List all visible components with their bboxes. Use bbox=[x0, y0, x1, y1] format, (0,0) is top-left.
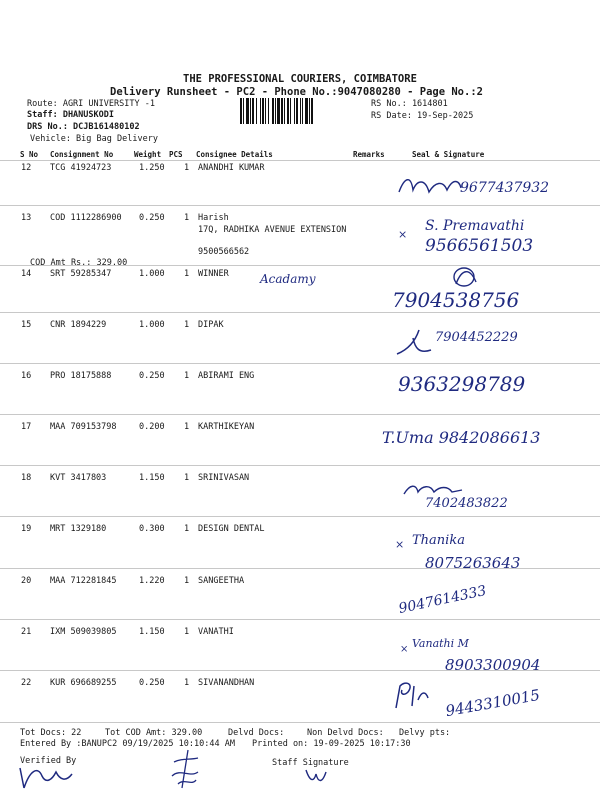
handwritten-note: 7904452229 bbox=[435, 330, 518, 345]
row-sno: 14 bbox=[21, 269, 32, 279]
verifier-signature bbox=[16, 760, 76, 792]
row-sno: 17 bbox=[21, 422, 32, 432]
consignment-no: IXM 509039805 bbox=[50, 627, 117, 637]
pcs: 1 bbox=[184, 213, 190, 223]
consignment-no: MRT 1329180 bbox=[50, 524, 107, 534]
weight: 1.220 bbox=[139, 576, 165, 586]
handwritten-note: 9677437932 bbox=[460, 180, 550, 196]
row-divider bbox=[0, 363, 600, 364]
col-details: Consignee Details bbox=[196, 150, 273, 159]
weight: 0.300 bbox=[139, 524, 165, 534]
total-docs: Tot Docs: 22 bbox=[20, 728, 82, 738]
row-sno: 20 bbox=[21, 576, 32, 586]
consignment-no: SRT 59285347 bbox=[50, 269, 112, 279]
col-seal: Seal & Signature bbox=[412, 150, 485, 159]
weight: 0.250 bbox=[139, 213, 165, 223]
barcode bbox=[240, 98, 368, 124]
row-sno: 13 bbox=[21, 213, 32, 223]
weight: 0.250 bbox=[139, 678, 165, 688]
pcs: 1 bbox=[184, 371, 190, 381]
row-sno: 21 bbox=[21, 627, 32, 637]
pcs: 1 bbox=[184, 473, 190, 483]
row-sno: 12 bbox=[21, 163, 32, 173]
consignee-name: WINNER bbox=[198, 269, 229, 279]
col-weight: Weight bbox=[134, 150, 162, 159]
weight: 1.000 bbox=[139, 320, 165, 330]
handwritten-note: 9443310015 bbox=[444, 685, 542, 721]
weight: 1.150 bbox=[139, 627, 165, 637]
verified-by-label: Verified By bbox=[20, 756, 77, 766]
row-sno: 15 bbox=[21, 320, 32, 330]
weight: 1.150 bbox=[139, 473, 165, 483]
pcs: 1 bbox=[184, 524, 190, 534]
runsheet-title: Delivery Runsheet - PC2 - Phone No.:9047080280 - Page No.:2 bbox=[110, 86, 483, 98]
consignment-no: TCG 41924723 bbox=[50, 163, 112, 173]
tick-mark: × bbox=[398, 228, 408, 241]
route: Route: AGRI UNIVERSITY -1 bbox=[27, 99, 155, 109]
consignee-phone: 9500566562 bbox=[198, 247, 250, 257]
consignee-name: SIVANANDHAN bbox=[198, 678, 255, 688]
staff-signature-label: Staff Signature bbox=[272, 758, 349, 768]
handwritten-note: 9047614333 bbox=[397, 582, 488, 618]
row-divider bbox=[0, 465, 600, 466]
consignee-name: ABIRAMI ENG bbox=[198, 371, 255, 381]
consignee-name: SANGEETHA bbox=[198, 576, 245, 586]
consignee-name: VANATHI bbox=[198, 627, 234, 637]
non-delivered-docs: Non Delvd Docs: bbox=[307, 728, 384, 738]
handwritten-note: Thanika bbox=[412, 533, 465, 548]
row-divider bbox=[0, 516, 600, 517]
consignee-name: KARTHIKEYAN bbox=[198, 422, 255, 432]
handwritten-note: 9363298789 bbox=[398, 372, 526, 396]
signature-scribble bbox=[395, 328, 435, 358]
row-sno: 16 bbox=[21, 371, 32, 381]
rs-number: RS No.: 1614801 bbox=[371, 99, 448, 109]
handwritten-note: 7402483822 bbox=[425, 496, 508, 511]
pcs: 1 bbox=[184, 678, 190, 688]
staff-signature bbox=[304, 766, 330, 786]
handwritten-note: S. Premavathi bbox=[425, 218, 525, 234]
consignment-no: CNR 1894229 bbox=[50, 320, 107, 330]
consignee-address: 17Q, RADHIKA AVENUE EXTENSION bbox=[198, 225, 347, 235]
vehicle: Vehicle: Big Bag Delivery bbox=[30, 134, 158, 144]
pcs: 1 bbox=[184, 576, 190, 586]
total-cod-amount: Tot COD Amt: 329.00 bbox=[105, 728, 203, 738]
row-divider bbox=[0, 312, 600, 313]
entered-by: Entered By :BANUPC2 09/19/2025 10:10:44 AM bbox=[20, 739, 235, 749]
tick-mark: × bbox=[400, 644, 409, 655]
staff: Staff: DHANUSKODI bbox=[27, 110, 114, 120]
weight: 0.200 bbox=[139, 422, 165, 432]
pcs: 1 bbox=[184, 320, 190, 330]
col-pcs: PCS bbox=[169, 150, 183, 159]
drs-number: DRS No.: DCJB161480102 bbox=[27, 122, 140, 132]
cod-amount: COD Amt Rs.: 329.00 bbox=[30, 258, 128, 268]
handwritten-note: 8903300904 bbox=[445, 656, 541, 674]
row-divider bbox=[0, 619, 600, 620]
consignment-no: MAA 709153798 bbox=[50, 422, 117, 432]
weight: 1.250 bbox=[139, 163, 165, 173]
pcs: 1 bbox=[184, 627, 190, 637]
handwritten-note: 9566561503 bbox=[425, 236, 534, 256]
weight: 0.250 bbox=[139, 371, 165, 381]
header-divider bbox=[0, 160, 600, 161]
signature-scribble bbox=[392, 678, 432, 712]
pcs: 1 bbox=[184, 269, 190, 279]
signature-scribble bbox=[395, 172, 465, 202]
handwritten-note: 8075263643 bbox=[425, 554, 521, 572]
col-sno: S No bbox=[20, 150, 39, 159]
row-sno: 19 bbox=[21, 524, 32, 534]
barcode-bar bbox=[313, 98, 314, 124]
tick-mark: × bbox=[395, 538, 405, 551]
consignment-no: KUR 696689255 bbox=[50, 678, 117, 688]
consignee-name: ANANDHI KUMAR bbox=[198, 163, 265, 173]
row-divider bbox=[0, 205, 600, 206]
consignee-name: DIPAK bbox=[198, 320, 224, 330]
row-sno: 18 bbox=[21, 473, 32, 483]
col-remarks: Remarks bbox=[353, 150, 385, 159]
pcs: 1 bbox=[184, 422, 190, 432]
col-consignment: Consignment No bbox=[50, 150, 114, 159]
consignment-no: PRO 18175888 bbox=[50, 371, 112, 381]
handwritten-note: 7904538756 bbox=[392, 288, 520, 312]
pcs: 1 bbox=[184, 163, 190, 173]
row-divider bbox=[0, 414, 600, 415]
handwritten-note: Vanathi M bbox=[412, 637, 469, 650]
company-title: THE PROFESSIONAL COURIERS, COIMBATORE bbox=[183, 73, 417, 85]
verifier-signature bbox=[168, 748, 202, 792]
rs-date: RS Date: 19-Sep-2025 bbox=[371, 111, 474, 121]
delivered-docs: Delvd Docs: bbox=[228, 728, 285, 738]
consignee-name: DESIGN DENTAL bbox=[198, 524, 265, 534]
consignee-name: Harish bbox=[198, 213, 229, 223]
consignment-no: COD 1112286900 bbox=[50, 213, 122, 223]
handwritten-note: T.Uma 9842086613 bbox=[382, 428, 541, 447]
consignment-no: KVT 3417803 bbox=[50, 473, 107, 483]
row-divider bbox=[0, 722, 600, 723]
handwritten-note: Acadamy bbox=[260, 272, 316, 286]
weight: 1.000 bbox=[139, 269, 165, 279]
printed-on: Printed on: 19-09-2025 10:17:30 bbox=[252, 739, 411, 749]
row-sno: 22 bbox=[21, 678, 32, 688]
signature-scribble bbox=[448, 264, 482, 290]
consignee-name: SRINIVASAN bbox=[198, 473, 250, 483]
delivery-points: Delvy pts: bbox=[399, 728, 451, 738]
consignment-no: MAA 712281845 bbox=[50, 576, 117, 586]
